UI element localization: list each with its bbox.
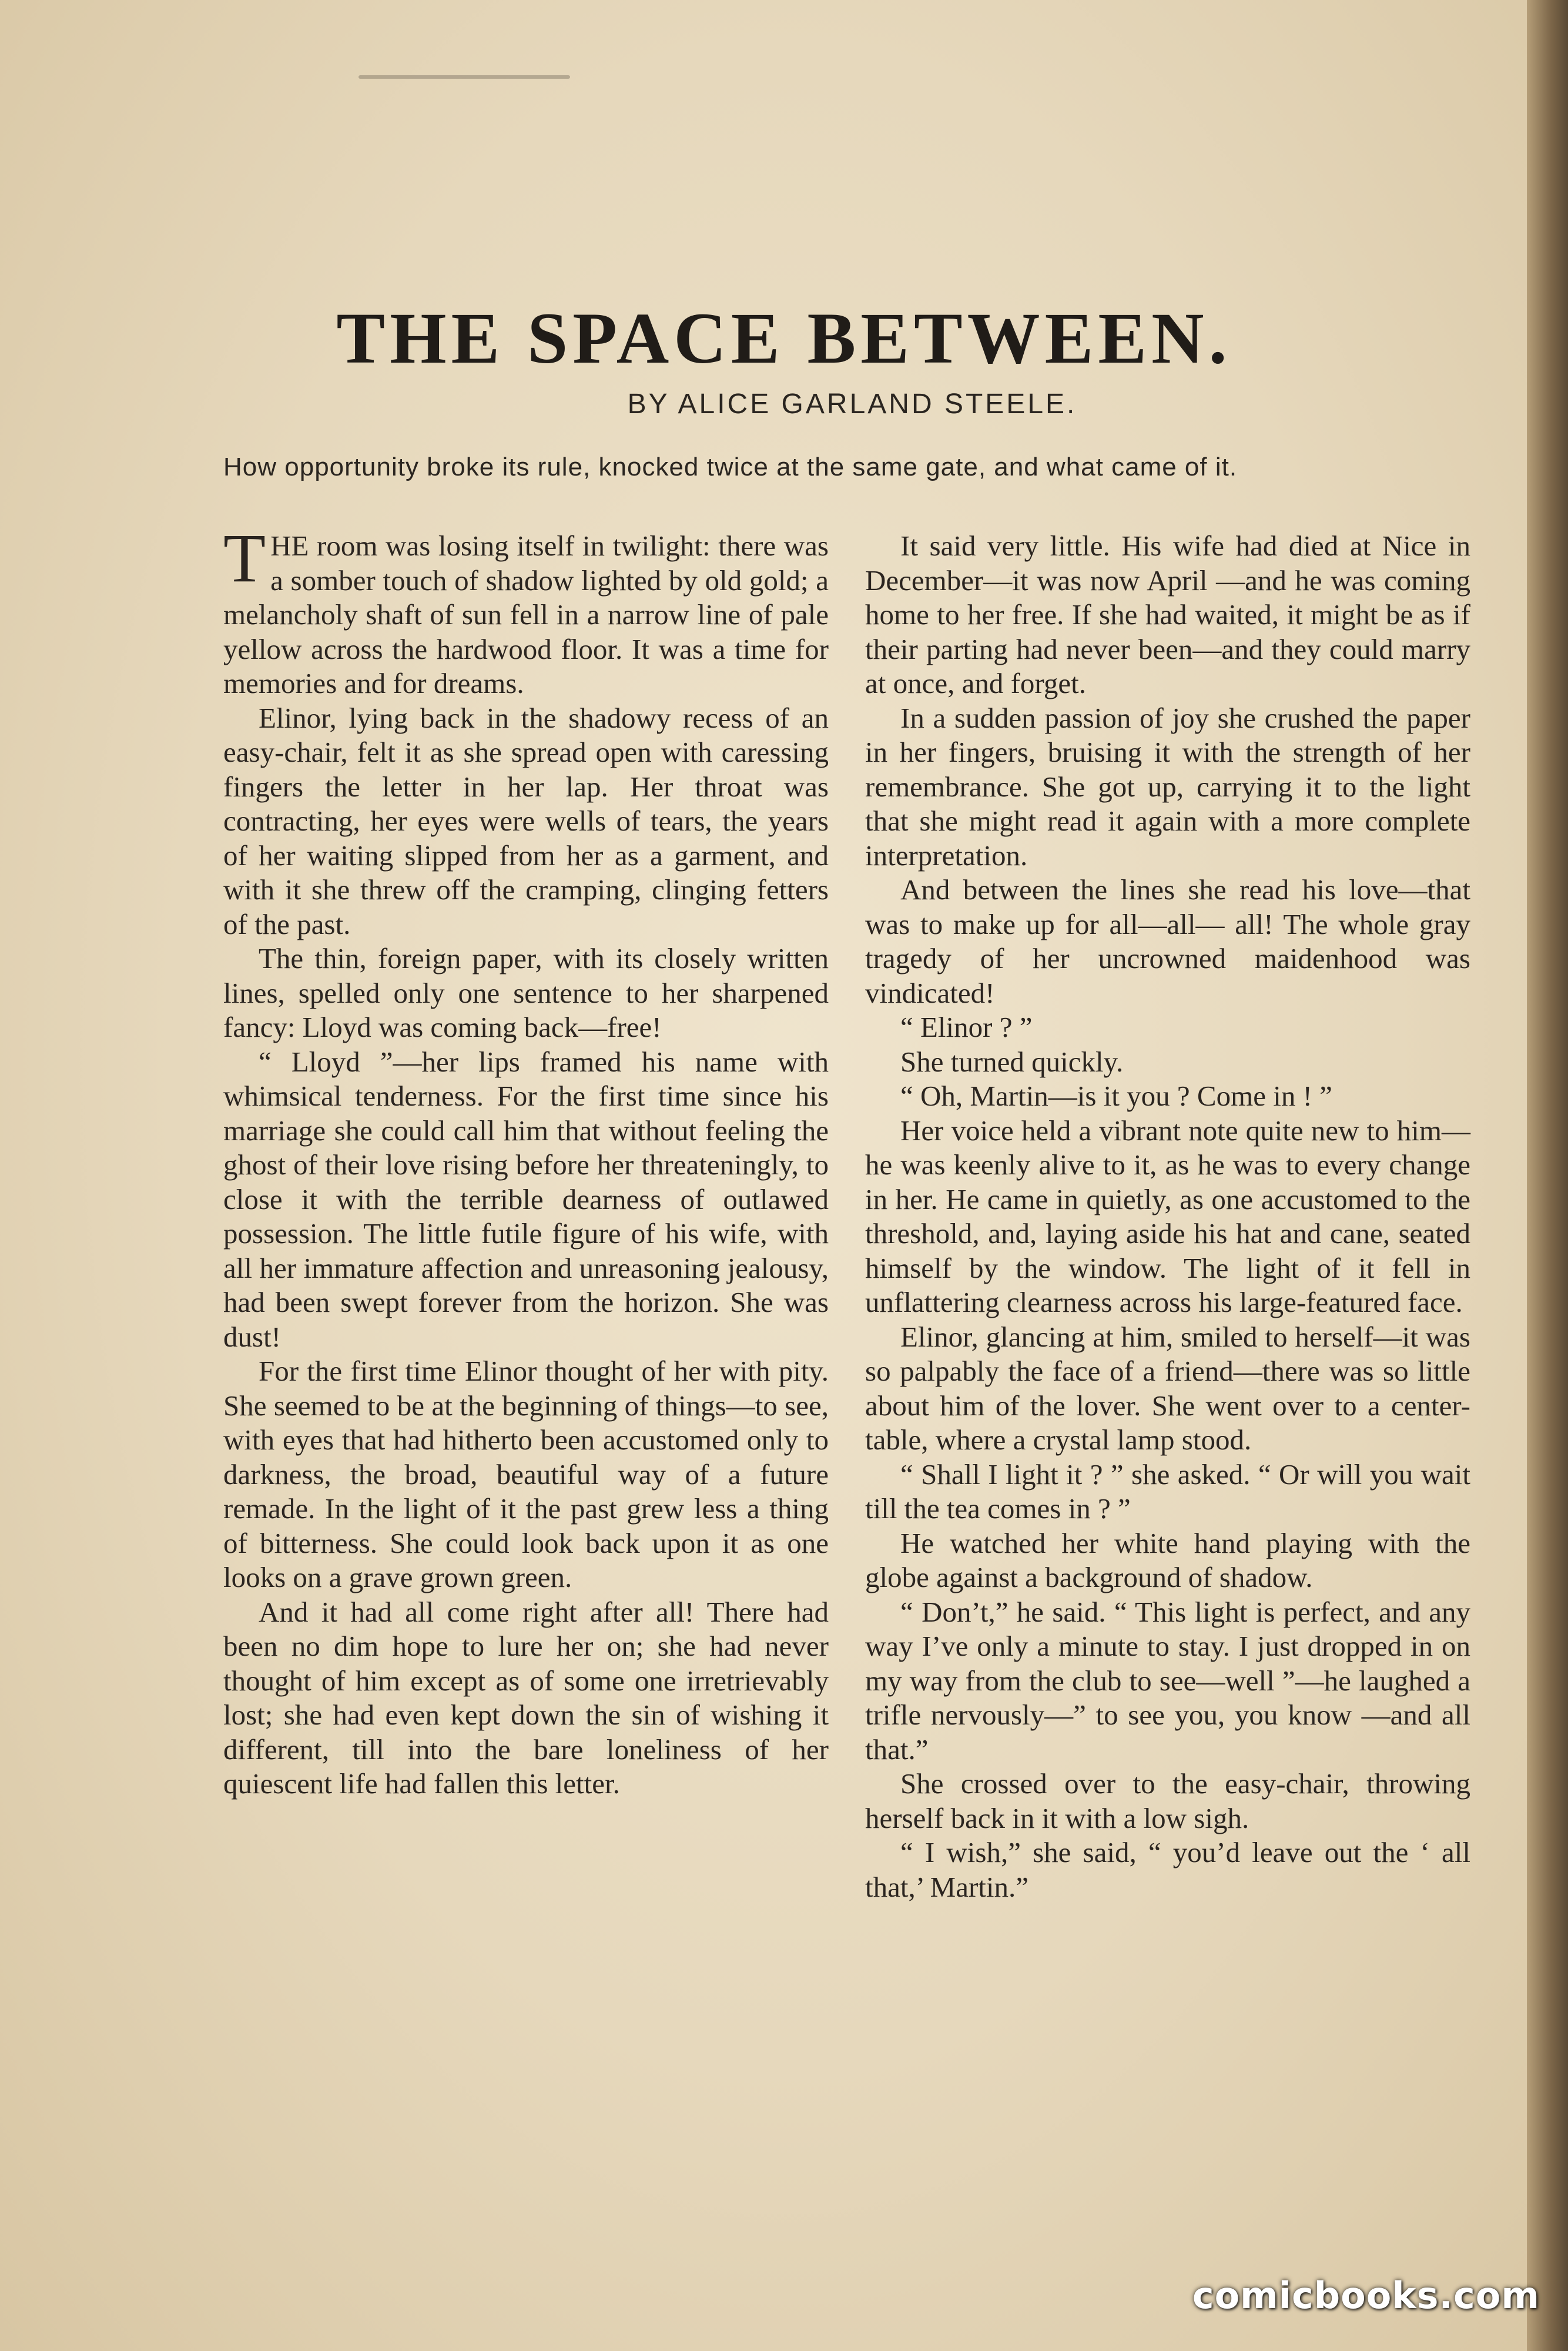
- paragraph: [223, 520, 829, 701]
- story-title: THE SPACE BETWEEN.: [336, 298, 1232, 379]
- dialogue-line: “ Shall I light it ? ” she asked. “ Or will you wait till the tea comes in ? ”: [865, 1458, 1470, 1525]
- paragraph: In a sudden passion of joy she crushed the paper in her fingers, bruising it with the strength of her remembrance. She got up, carrying it to the light that she might read it again with a more complete interpretation.: [865, 701, 1470, 872]
- paragraph: The thin, foreign paper, with its closely written lines, spelled only one sentence to her sharpened fancy: Lloyd was coming back—free!: [223, 942, 829, 1043]
- paragraph: It said very little. His wife had died at Nice in December—it was now April —and he was coming home to her free. If she had waited, it might be as if their parting had never been—and they could marry at once, and forget.: [865, 530, 1470, 699]
- paragraph: She crossed over to the easy-chair, throwing herself back in it with a low sigh.: [865, 1767, 1470, 1834]
- paragraph: He watched her white hand playing with the globe against a background of shadow.: [865, 1526, 1470, 1593]
- dialogue-line: “ I wish,” she said, “ you’d leave out the ‘ all that,’ Martin.”: [865, 1836, 1470, 1903]
- paragraph: Elinor, lying back in the shadowy recess of an easy-chair, felt it as she spread open with caressing fingers the letter in her lap. Her throat was contracting, her eyes were wells of tears, the years of her waiting slipped from her as a garment, and with it she threw off the cramping, clinging fetters of the past.: [223, 701, 829, 940]
- dialogue-line: “ Elinor ? ”: [900, 1011, 1033, 1043]
- story-byline: BY ALICE GARLAND STEELE.: [627, 389, 1077, 420]
- paragraph-text: HE room was losing itself in twilight: there was a somber touch of shadow lighted by old gold; a melancholy shaft of sun fell in a narrow line of pale yellow across the hardwood floor. It was a time for memories and for dreams.: [223, 530, 829, 699]
- paragraph: She turned quickly.: [900, 1045, 1124, 1078]
- dialogue-line: “ Don’t,” he said. “ This light is perfect, and any way I’ve only a minute to stay. I just dropped in on my way from the club to see—well ”—he laughed a trifle nervously—” to see you, you know —and all that.”: [865, 1595, 1470, 1766]
- paragraph: Her voice held a vibrant note quite new to him—he was keenly alive to it, as he was to every change in her. He came in quietly, as one accustomed to the threshold, and, laying aside his hat and cane, seated himself by the window. The light of it fell in unflattering clearness across his large-featured face.: [865, 1114, 1470, 1318]
- paragraph: “ Lloyd ”—her lips framed his name with whimsical tenderness. For the first time since his marriage she could call him that without feeling the ghost of their love rising before her threateningly, to close it with the terrible dearness of outlawed possession. The little futile figure of his wife, with all her immature affection and unreasoning jealousy, had been swept forever from the horizon. She was dust!: [223, 1045, 829, 1353]
- paragraph: For the first time Elinor thought of her with pity. She seemed to be at the beginning of things—to see, with eyes that had hitherto been accustomed only to darkness, the broad, beautiful way of a future remade. In the light of it the past grew less a thing of bitterness. She could look back upon it as one looks on a grave grown green.: [223, 1355, 829, 1593]
- site-watermark: comicbooks.com: [1192, 2274, 1540, 2317]
- right-column: [865, 529, 1470, 1904]
- story-subtitle: How opportunity broke its rule, knocked twice at the same gate, and what came of it.: [223, 453, 1238, 481]
- paragraph: And it had all come right after all! There had been no dim hope to lure her on; she had never thought of him except as of some one irretrievably lost; she had even kept down the sin of wishing it different, till into the bare loneliness of her quiescent life had fallen this letter.: [223, 1595, 829, 1800]
- drop-cap: T: [223, 520, 266, 597]
- dialogue-line: “ Oh, Martin—is it you ? Come in ! ”: [900, 1080, 1332, 1112]
- paragraph: Elinor, glancing at him, smiled to herself—it was so palpably the face of a friend—there was so little about him of the lover. She went over to a center-table, where a crystal lamp stood.: [865, 1320, 1470, 1456]
- paragraph: And between the lines she read his love—that was to make up for all—all— all! The whole gray tragedy of her uncrowned maidenhood was vindicated!: [865, 873, 1470, 1009]
- faded-mark: [359, 75, 570, 79]
- left-column: [223, 520, 829, 1801]
